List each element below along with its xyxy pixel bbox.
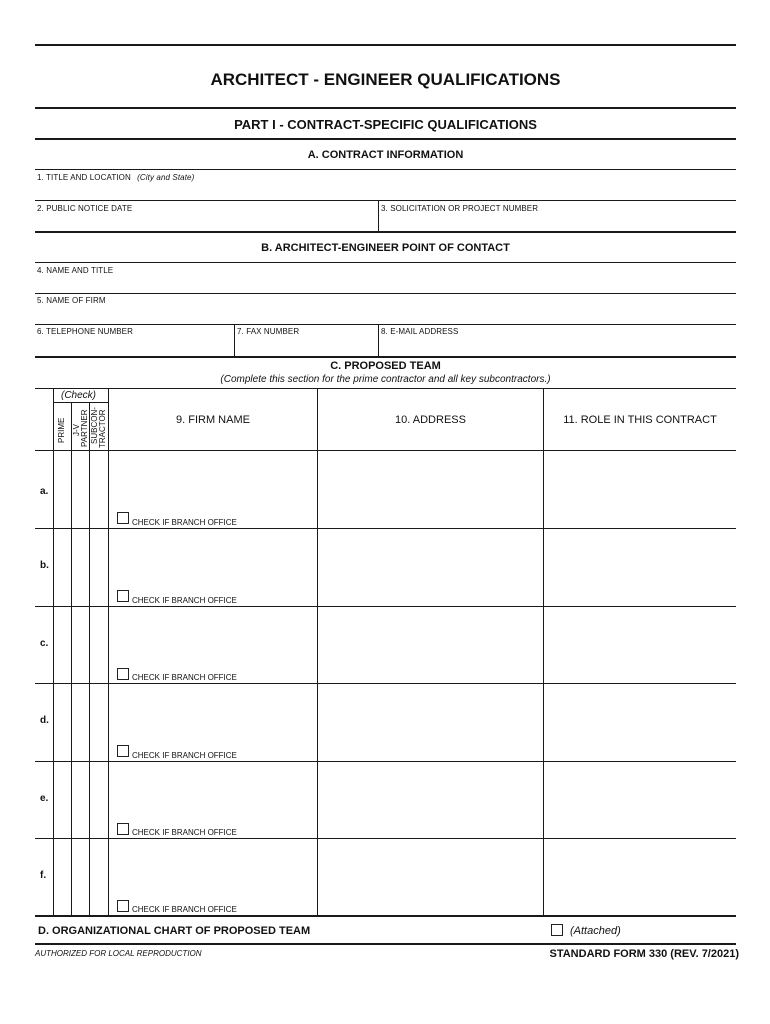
prime-check-cell[interactable] (54, 839, 71, 915)
fax-number-field[interactable] (235, 325, 378, 356)
check-label-rule (53, 402, 108, 403)
subcontractor-check-cell[interactable] (90, 607, 108, 684)
attached-label: (Attached) (570, 925, 621, 937)
address-cell[interactable] (318, 762, 543, 839)
prime-check-cell[interactable] (54, 529, 71, 606)
branch-office-label: CHECK IF BRANCH OFFICE (132, 673, 237, 682)
field-5-label: 5. NAME OF FIRM (37, 296, 106, 305)
prime-check-cell[interactable] (54, 684, 71, 761)
branch-office-checkbox[interactable] (117, 512, 129, 524)
branch-office-label: CHECK IF BRANCH OFFICE (132, 905, 237, 914)
firm-name-cell[interactable] (109, 451, 317, 511)
branch-office-label: CHECK IF BRANCH OFFICE (132, 596, 237, 605)
branch-office-label: CHECK IF BRANCH OFFICE (132, 751, 237, 760)
branch-office-checkbox[interactable] (117, 590, 129, 602)
email-address-field[interactable] (379, 325, 736, 356)
footer-reproduction-note: AUTHORIZED FOR LOCAL REPRODUCTION (35, 949, 202, 958)
section-d-rule (35, 943, 736, 945)
firm-name-cell[interactable] (109, 529, 317, 589)
role-cell[interactable] (544, 762, 736, 839)
row-letter: c. (40, 638, 49, 649)
section-a-heading: A. CONTRACT INFORMATION (307, 149, 464, 161)
role-cell[interactable] (544, 607, 736, 684)
col-firm-name-header: 9. FIRM NAME (176, 414, 250, 426)
section-c-rule (35, 388, 736, 389)
section-c-subheading: (Complete this section for the prime contractor and all key subcontractors.) (220, 374, 551, 385)
attached-checkbox[interactable] (551, 924, 563, 936)
form-title: ARCHITECT - ENGINEER QUALIFICATIONS (210, 70, 561, 89)
part-rule (35, 138, 736, 140)
row-letter: f. (40, 870, 47, 881)
address-cell[interactable] (318, 839, 543, 915)
address-cell[interactable] (318, 529, 543, 606)
col-role-header: 11. ROLE IN THIS CONTRACT (563, 414, 717, 426)
col-jv-label-2: PARTNER (80, 409, 89, 447)
part-title: PART I - CONTRACT-SPECIFIC QUALIFICATIONS (234, 117, 537, 132)
title-rule (35, 107, 736, 109)
field-1-hint: (City and State) (137, 173, 195, 182)
branch-office-checkbox[interactable] (117, 668, 129, 680)
firm-name-cell[interactable] (109, 839, 317, 899)
footer-form-number: STANDARD FORM 330 (REV. 7/2021) (549, 948, 739, 960)
field-8-label: 8. E-MAIL ADDRESS (381, 327, 459, 336)
public-notice-date-field[interactable] (35, 201, 378, 231)
name-and-title-field[interactable] (35, 263, 736, 293)
row-letter: a. (40, 486, 49, 497)
prime-check-cell[interactable] (54, 607, 71, 684)
jv-partner-check-cell[interactable] (72, 762, 89, 839)
address-cell[interactable] (318, 607, 543, 684)
subcontractor-check-cell[interactable] (90, 684, 108, 761)
section-b-heading: B. ARCHITECT-ENGINEER POINT OF CONTACT (261, 242, 510, 254)
role-cell[interactable] (544, 684, 736, 761)
top-rule (35, 44, 736, 46)
field-2-label: 2. PUBLIC NOTICE DATE (37, 204, 133, 213)
telephone-number-field[interactable] (35, 325, 234, 356)
section-d-heading: D. ORGANIZATIONAL CHART OF PROPOSED TEAM (38, 925, 311, 937)
address-cell[interactable] (318, 451, 543, 528)
field-4-label: 4. NAME AND TITLE (37, 266, 114, 275)
firm-name-cell[interactable] (109, 762, 317, 822)
section-c-heading: C. PROPOSED TEAM (330, 360, 441, 372)
row-letter: e. (40, 793, 49, 804)
branch-office-checkbox[interactable] (117, 823, 129, 835)
name-of-firm-field[interactable] (35, 294, 736, 324)
title-and-location-field[interactable] (35, 170, 736, 200)
jv-partner-check-cell[interactable] (72, 451, 89, 528)
solicitation-number-field[interactable] (379, 201, 736, 231)
table-bottom-rule (35, 915, 736, 917)
subcontractor-check-cell[interactable] (90, 529, 108, 606)
row-letter: b. (40, 560, 49, 571)
field-7-label: 7. FAX NUMBER (237, 327, 300, 336)
firm-name-cell[interactable] (109, 684, 317, 744)
check-label: (Check) (61, 390, 97, 401)
role-cell[interactable] (544, 529, 736, 606)
col-sub-label-1: SUBCON- (90, 407, 99, 444)
col-prime-label: PRIME (57, 417, 66, 443)
subcontractor-check-cell[interactable] (90, 839, 108, 915)
jv-partner-check-cell[interactable] (72, 607, 89, 684)
row-letter: d. (40, 715, 49, 726)
branch-office-checkbox[interactable] (117, 745, 129, 757)
col-sub-label-2: TRACTOR (98, 409, 107, 448)
jv-partner-check-cell[interactable] (72, 684, 89, 761)
role-cell[interactable] (544, 451, 736, 528)
jv-partner-check-cell[interactable] (72, 529, 89, 606)
subcontractor-check-cell[interactable] (90, 451, 108, 528)
firm-name-cell[interactable] (109, 607, 317, 667)
subcontractor-check-cell[interactable] (90, 762, 108, 839)
col-address-header: 10. ADDRESS (395, 414, 466, 426)
field-3-label: 3. SOLICITATION OR PROJECT NUMBER (381, 204, 539, 213)
address-cell[interactable] (318, 684, 543, 761)
prime-check-cell[interactable] (54, 451, 71, 528)
prime-check-cell[interactable] (54, 762, 71, 839)
branch-office-label: CHECK IF BRANCH OFFICE (132, 828, 237, 837)
col-jv-label-1: J-V (72, 424, 81, 436)
branch-office-label: CHECK IF BRANCH OFFICE (132, 518, 237, 527)
role-cell[interactable] (544, 839, 736, 915)
field-1-label-text: 1. TITLE AND LOCATION (37, 173, 131, 182)
field-6-rule (35, 356, 736, 358)
jv-partner-check-cell[interactable] (72, 839, 89, 915)
field-6-label: 6. TELEPHONE NUMBER (37, 327, 133, 336)
branch-office-checkbox[interactable] (117, 900, 129, 912)
field-2-rule (35, 231, 736, 233)
